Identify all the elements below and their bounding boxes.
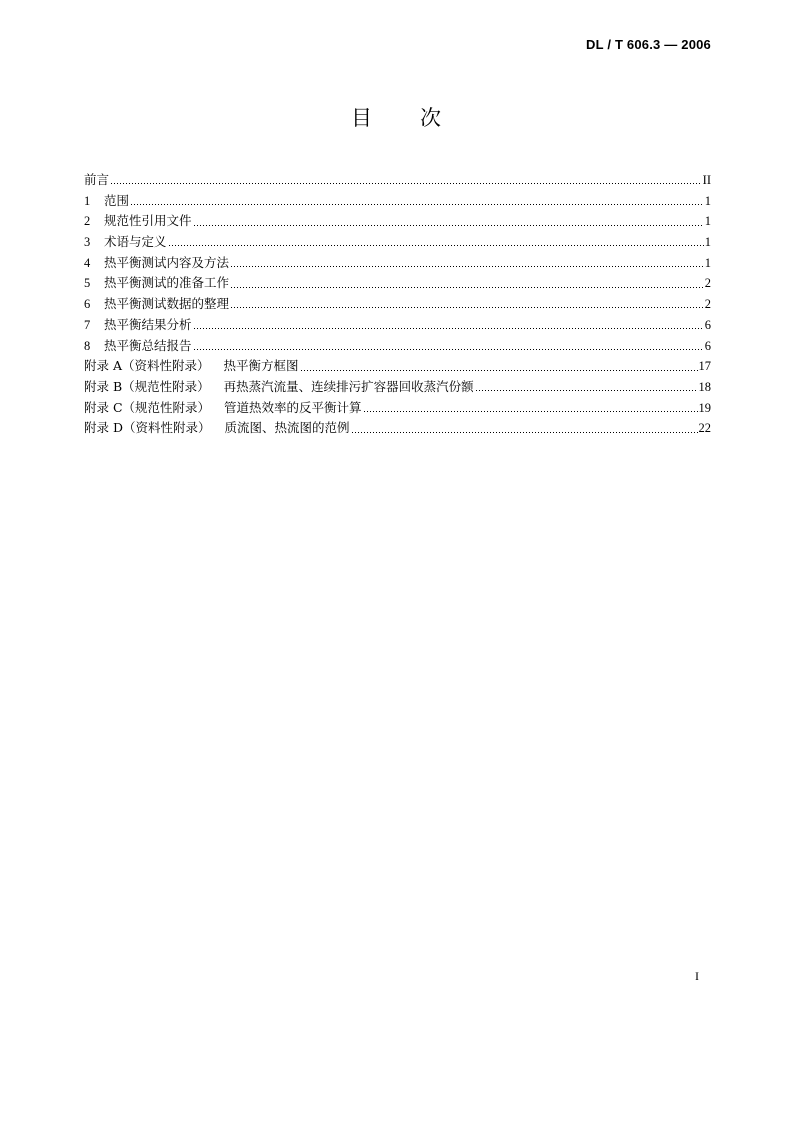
toc-annex-label: 附录 D（资料性附录） [84, 420, 211, 436]
toc-page-number: 1 [704, 214, 711, 229]
toc-annex-title: 质流图、热流图的范例 [224, 420, 350, 436]
toc-leader-dots [230, 298, 704, 310]
toc-entry-annex-b[interactable] [84, 377, 711, 398]
footer-page-number: I [695, 969, 699, 983]
toc-label: 热平衡总结报告 [104, 337, 192, 353]
toc-leader-dots [300, 361, 698, 373]
toc-number: 3 [84, 235, 91, 250]
toc-entry-8[interactable] [84, 336, 711, 357]
toc-label: 术语与定义 [104, 234, 167, 250]
toc-number: 4 [84, 255, 91, 270]
toc-annex-label: 附录 B（规范性附录） [84, 378, 210, 394]
toc-page-number: 2 [704, 276, 711, 291]
toc-label: 热平衡测试的准备工作 [104, 275, 230, 291]
toc-entry-4[interactable] [84, 253, 711, 274]
toc-leader-dots [193, 319, 704, 331]
toc-leader-dots [230, 278, 704, 290]
toc-page-number: 18 [698, 379, 711, 394]
toc-leader-dots [363, 402, 698, 414]
toc-label: 规范性引用文件 [104, 213, 192, 229]
toc-number: 7 [84, 317, 91, 332]
toc-number: 6 [84, 297, 91, 312]
toc-entry-7[interactable] [84, 315, 711, 336]
toc-leader-dots [168, 236, 704, 248]
toc-page-number: 1 [704, 255, 711, 270]
toc-entry-annex-d[interactable] [84, 418, 711, 439]
toc-page-number: 1 [704, 193, 711, 208]
toc-annex-label: 附录 C（规范性附录） [84, 399, 211, 415]
toc-label: 热平衡测试数据的整理 [104, 296, 230, 312]
toc-label: 范围 [104, 192, 130, 208]
toc-label: 热平衡测试内容及方法 [104, 254, 230, 270]
toc-page-number: 6 [704, 317, 711, 332]
toc-page-number: 2 [704, 297, 711, 312]
document-code: DL / T 606.3 — 2006 [586, 37, 711, 52]
toc-number: 5 [84, 276, 91, 291]
toc-number: 8 [84, 338, 91, 353]
toc-leader-dots [193, 216, 704, 228]
toc-number: 2 [84, 214, 91, 229]
toc-leader-dots [351, 423, 698, 435]
toc-label: 热平衡结果分析 [104, 316, 192, 332]
toc-leader-dots [193, 340, 704, 352]
page-title: 目 次 [351, 106, 443, 130]
toc-page-number: 6 [704, 338, 711, 353]
toc-page-number: 19 [698, 400, 711, 415]
toc-page-number: II [702, 173, 711, 187]
toc-leader-dots [230, 257, 704, 269]
toc-entry-3[interactable] [84, 232, 711, 253]
toc-entry-2[interactable] [84, 211, 711, 232]
toc-entry-annex-a[interactable] [84, 356, 711, 377]
toc-annex-title: 再热蒸汽流量、连续排污扩容器回收蒸汽份额 [223, 378, 474, 394]
table-of-contents [84, 170, 711, 439]
toc-entry-1[interactable] [84, 191, 711, 212]
toc-page-number: 17 [698, 359, 711, 374]
toc-leader-dots [130, 195, 704, 207]
toc-label: 前言 [84, 172, 110, 187]
toc-leader-dots [110, 174, 702, 186]
toc-entry-6[interactable] [84, 294, 711, 315]
toc-entry-annex-c[interactable] [84, 398, 711, 419]
toc-annex-title: 管道热效率的反平衡计算 [224, 399, 362, 415]
toc-page-number: 1 [704, 235, 711, 250]
toc-annex-title: 热平衡方框图 [223, 358, 299, 374]
toc-entry-5[interactable] [84, 273, 711, 294]
toc-annex-label: 附录 A（资料性附录） [84, 358, 210, 374]
toc-leader-dots [475, 381, 698, 393]
toc-page-number: 22 [698, 421, 711, 436]
toc-number: 1 [84, 193, 91, 208]
toc-entry-foreword[interactable] [84, 170, 711, 191]
